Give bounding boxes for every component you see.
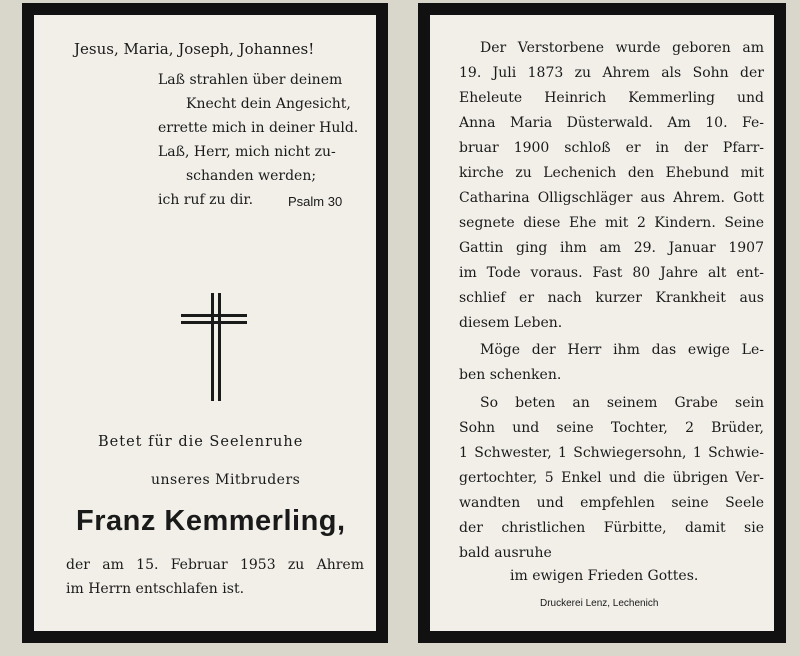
prayer-line: errette mich in deiner Huld. [158, 120, 359, 136]
printer-imprint: Druckerei Lenz, Lechenich [540, 598, 659, 609]
psalm-reference: Psalm 30 [288, 194, 343, 209]
bio-line: kirche zu Lechenich den Ehebund mit [459, 165, 764, 181]
death-line: im Herrn entschlafen ist. [66, 581, 245, 597]
prayer-line: ich ruf zu dir. [158, 192, 254, 208]
card-right-paper [430, 15, 774, 631]
bio-line: Eheleute Heinrich Kemmerling und [459, 90, 764, 106]
invocation: Jesus, Maria, Joseph, Johannes! [74, 40, 315, 58]
deceased-name: Franz Kemmerling, [76, 505, 346, 537]
bio-line: segnete diese Ehe mit 2 Kindern. Seine [459, 215, 764, 231]
prayer-line: Knecht dein Angesicht, [186, 96, 351, 112]
family-line: 1 Schwester, 1 Schwiegersohn, 1 Schwie- [459, 445, 764, 461]
family-line: der christlichen Fürbitte, damit sie [459, 520, 764, 536]
bio-line: Catharina Olligschläger aus Ahrem. Gott [459, 190, 764, 206]
bio-line: Anna Maria Düsterwald. Am 10. Fe- [459, 115, 764, 131]
bio-line: Gattin ging ihm am 29. Januar 1907 [459, 240, 764, 256]
family-line: gertochter, 5 Enkel und die übrigen Ver- [459, 470, 764, 486]
bio-line: Der Verstorbene wurde geboren am [480, 40, 764, 56]
memorial-card-right [418, 3, 786, 643]
wish-line: ben schenken. [459, 367, 562, 383]
prayer-line: schanden werden; [186, 168, 317, 184]
brother-line: unseres Mitbruders [151, 472, 301, 488]
bio-line: 19. Juli 1873 zu Ahrem als Sohn der [459, 65, 764, 81]
family-line: Sohn und seine Tochter, 2 Brüder, [459, 420, 764, 436]
family-line: So beten an seinem Grabe sein [480, 395, 764, 411]
wish-line: Möge der Herr ihm das ewige Le- [480, 342, 764, 358]
card-left-paper [34, 15, 376, 631]
family-line: wandten und empfehlen seine Seele [459, 495, 764, 511]
memorial-card-left [22, 3, 388, 643]
family-line: bald ausruhe [459, 545, 552, 561]
bio-line: diesem Leben. [459, 315, 563, 331]
closing-line: im ewigen Frieden Gottes. [510, 568, 699, 584]
pray-line: Betet für die Seelenruhe [98, 434, 304, 450]
bio-line: im Tode voraus. Fast 80 Jahre alt ent- [459, 265, 764, 281]
bio-line: schlief er nach kurzer Krankheit aus [459, 290, 764, 306]
prayer-line: Laß, Herr, mich nicht zu- [158, 144, 336, 160]
bio-line: bruar 1900 schloß er in der Pfarr- [459, 140, 764, 156]
death-line: der am 15. Februar 1953 zu Ahrem [66, 557, 364, 573]
prayer-line: Laß strahlen über deinem [158, 72, 343, 88]
